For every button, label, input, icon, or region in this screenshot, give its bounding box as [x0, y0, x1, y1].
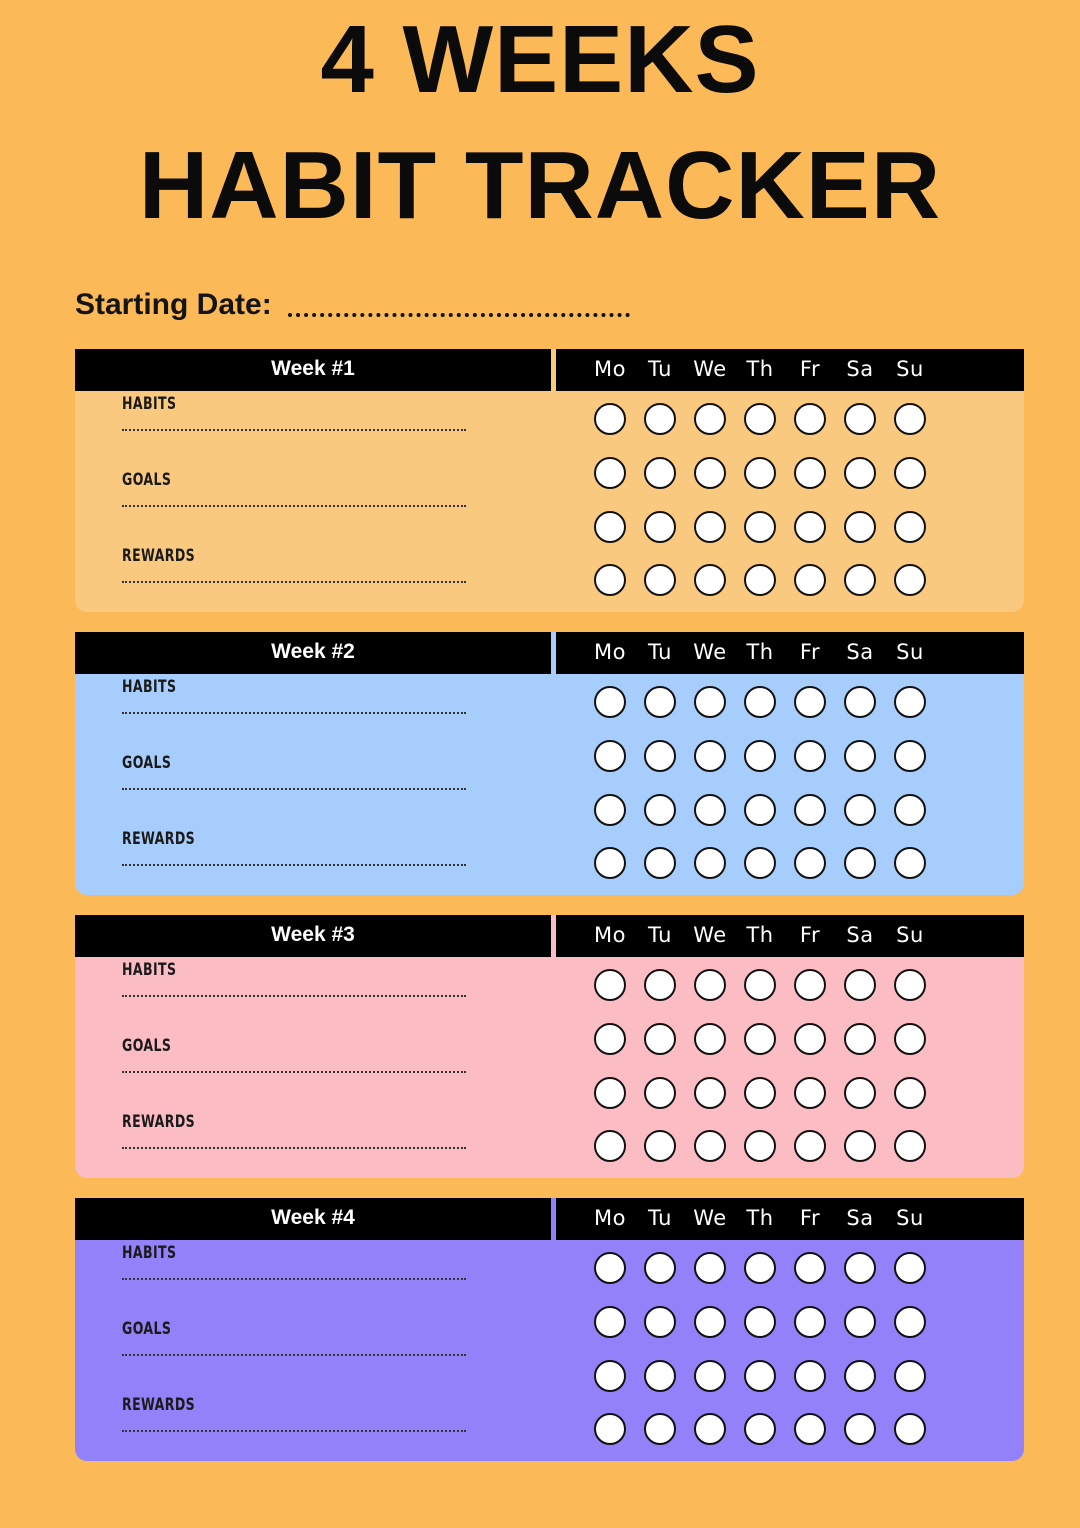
week-block-2: [75, 632, 1024, 895]
starting-date-label: Starting Date:: [75, 288, 272, 321]
day-label: Th: [746, 923, 774, 947]
day-checkbox-circle[interactable]: [644, 403, 676, 435]
day-checkbox-circle[interactable]: [894, 847, 926, 879]
write-in-line[interactable]: [122, 1430, 466, 1432]
write-in-line[interactable]: [122, 1071, 466, 1073]
day-checkbox-circle[interactable]: [844, 794, 876, 826]
day-checkbox-circle[interactable]: [894, 1306, 926, 1338]
day-checkbox-circle[interactable]: [844, 1077, 876, 1109]
day-checkbox-circle[interactable]: [894, 457, 926, 489]
day-checkbox-circle[interactable]: [744, 969, 776, 1001]
day-checkbox-circle[interactable]: [744, 403, 776, 435]
day-checkbox-circle[interactable]: [744, 1413, 776, 1445]
row-label-rewards: REWARDS: [122, 1395, 196, 1415]
day-checkbox-circle[interactable]: [694, 457, 726, 489]
day-checkbox-circle[interactable]: [894, 740, 926, 772]
day-label: Mo: [594, 923, 626, 947]
day-checkbox-circle[interactable]: [644, 740, 676, 772]
day-checkbox-circle[interactable]: [744, 686, 776, 718]
day-checkbox-circle[interactable]: [644, 1077, 676, 1109]
day-checkbox-circle[interactable]: [894, 1023, 926, 1055]
day-checkbox-circle[interactable]: [694, 1360, 726, 1392]
day-label: Tu: [648, 640, 672, 664]
day-checkbox-circle[interactable]: [694, 740, 726, 772]
day-checkbox-circle[interactable]: [594, 1252, 626, 1284]
day-label: Tu: [648, 923, 672, 947]
day-checkbox-circle[interactable]: [844, 457, 876, 489]
day-label: Th: [746, 640, 774, 664]
day-label: We: [693, 923, 727, 947]
day-checkbox-circle[interactable]: [644, 511, 676, 543]
day-checkbox-circle[interactable]: [794, 1306, 826, 1338]
day-label: Su: [896, 923, 924, 947]
day-checkbox-circle[interactable]: [694, 1023, 726, 1055]
row-label-habits: HABITS: [122, 960, 177, 980]
day-checkbox-circle[interactable]: [794, 1130, 826, 1162]
day-checkbox-circle[interactable]: [794, 1360, 826, 1392]
day-checkbox-circle[interactable]: [794, 564, 826, 596]
write-in-line[interactable]: [122, 995, 466, 997]
day-label: Fr: [799, 640, 821, 664]
write-in-line[interactable]: [122, 429, 466, 431]
day-checkbox-circle[interactable]: [594, 1130, 626, 1162]
day-label: We: [693, 640, 727, 664]
day-label: Fr: [799, 923, 821, 947]
day-checkbox-circle[interactable]: [894, 511, 926, 543]
row-label-goals: GOALS: [122, 1319, 172, 1339]
write-in-line[interactable]: [122, 788, 466, 790]
day-label: We: [693, 357, 727, 381]
day-checkbox-circle[interactable]: [844, 1023, 876, 1055]
day-checkbox-circle[interactable]: [794, 1077, 826, 1109]
row-label-goals: GOALS: [122, 753, 172, 773]
day-checkbox-circle[interactable]: [744, 457, 776, 489]
day-checkbox-circle[interactable]: [594, 1360, 626, 1392]
day-checkbox-circle[interactable]: [694, 686, 726, 718]
day-checkbox-circle[interactable]: [744, 1130, 776, 1162]
week-block-4: [75, 1198, 1024, 1461]
day-checkbox-circle[interactable]: [844, 1252, 876, 1284]
day-checkbox-circle[interactable]: [594, 686, 626, 718]
day-checkbox-circle[interactable]: [644, 1130, 676, 1162]
day-label: Sa: [846, 923, 874, 947]
day-checkbox-circle[interactable]: [894, 1252, 926, 1284]
day-checkbox-circle[interactable]: [744, 1077, 776, 1109]
day-checkbox-circle[interactable]: [594, 1413, 626, 1445]
write-in-line[interactable]: [122, 1278, 466, 1280]
day-label: Sa: [846, 640, 874, 664]
row-label-goals: GOALS: [122, 470, 172, 490]
day-checkbox-circle[interactable]: [794, 1413, 826, 1445]
day-checkbox-circle[interactable]: [594, 1023, 626, 1055]
day-checkbox-circle[interactable]: [594, 511, 626, 543]
day-label: Th: [746, 357, 774, 381]
day-checkbox-circle[interactable]: [744, 740, 776, 772]
day-checkbox-circle[interactable]: [844, 1130, 876, 1162]
day-checkbox-circle[interactable]: [894, 686, 926, 718]
write-in-line[interactable]: [122, 1147, 466, 1149]
day-checkbox-circle[interactable]: [694, 1252, 726, 1284]
day-checkbox-circle[interactable]: [694, 1413, 726, 1445]
day-checkbox-circle[interactable]: [594, 457, 626, 489]
day-checkbox-circle[interactable]: [694, 511, 726, 543]
week-block-3: [75, 915, 1024, 1178]
day-checkbox-circle[interactable]: [694, 847, 726, 879]
day-checkbox-circle[interactable]: [844, 511, 876, 543]
row-label-habits: HABITS: [122, 394, 177, 414]
day-checkbox-circle[interactable]: [644, 1306, 676, 1338]
row-label-habits: HABITS: [122, 1243, 177, 1263]
day-checkbox-circle[interactable]: [644, 1360, 676, 1392]
day-checkbox-circle[interactable]: [744, 1306, 776, 1338]
day-checkbox-circle[interactable]: [694, 794, 726, 826]
week-title: Week #1: [271, 357, 355, 380]
week-title: Week #2: [271, 640, 355, 663]
day-label: Mo: [594, 357, 626, 381]
row-label-rewards: REWARDS: [122, 546, 196, 566]
day-checkbox-circle[interactable]: [794, 794, 826, 826]
day-checkbox-circle[interactable]: [644, 1023, 676, 1055]
day-label: Sa: [846, 1206, 874, 1230]
day-checkbox-circle[interactable]: [794, 686, 826, 718]
day-label: Fr: [799, 357, 821, 381]
day-checkbox-circle[interactable]: [894, 794, 926, 826]
day-label: We: [693, 1206, 727, 1230]
day-checkbox-circle[interactable]: [744, 564, 776, 596]
day-label: Mo: [594, 1206, 626, 1230]
day-checkbox-circle[interactable]: [694, 564, 726, 596]
day-checkbox-circle[interactable]: [744, 1023, 776, 1055]
row-label-rewards: REWARDS: [122, 1112, 196, 1132]
day-checkbox-circle[interactable]: [894, 1077, 926, 1109]
day-label: Mo: [594, 640, 626, 664]
day-checkbox-circle[interactable]: [894, 1413, 926, 1445]
day-checkbox-circle[interactable]: [794, 403, 826, 435]
day-checkbox-circle[interactable]: [794, 740, 826, 772]
day-checkbox-circle[interactable]: [844, 403, 876, 435]
day-checkbox-circle[interactable]: [694, 1077, 726, 1109]
day-checkbox-circle[interactable]: [644, 1413, 676, 1445]
day-checkbox-circle[interactable]: [644, 1252, 676, 1284]
day-checkbox-circle[interactable]: [794, 457, 826, 489]
day-checkbox-circle[interactable]: [594, 403, 626, 435]
day-checkbox-circle[interactable]: [644, 969, 676, 1001]
day-checkbox-circle[interactable]: [894, 564, 926, 596]
day-checkbox-circle[interactable]: [694, 1130, 726, 1162]
day-label: Tu: [648, 357, 672, 381]
day-checkbox-circle[interactable]: [894, 1130, 926, 1162]
day-checkbox-circle[interactable]: [594, 564, 626, 596]
day-checkbox-circle[interactable]: [894, 969, 926, 1001]
day-checkbox-circle[interactable]: [844, 969, 876, 1001]
day-checkbox-circle[interactable]: [844, 740, 876, 772]
title-line-1: 4 WEEKS: [320, 6, 760, 113]
write-in-line[interactable]: [122, 505, 466, 507]
day-checkbox-circle[interactable]: [594, 740, 626, 772]
write-in-line[interactable]: [122, 712, 466, 714]
week-block-1: [75, 349, 1024, 612]
day-checkbox-circle[interactable]: [594, 847, 626, 879]
day-label: Su: [896, 1206, 924, 1230]
title-line-2: HABIT TRACKER: [138, 132, 942, 239]
day-checkbox-circle[interactable]: [644, 794, 676, 826]
day-checkbox-circle[interactable]: [794, 1023, 826, 1055]
day-label: Tu: [648, 1206, 672, 1230]
week-title: Week #4: [271, 1206, 355, 1229]
day-checkbox-circle[interactable]: [694, 1306, 726, 1338]
day-checkbox-circle[interactable]: [594, 1306, 626, 1338]
day-checkbox-circle[interactable]: [844, 1360, 876, 1392]
row-label-habits: HABITS: [122, 677, 177, 697]
day-label: Fr: [799, 1206, 821, 1230]
day-checkbox-circle[interactable]: [694, 969, 726, 1001]
day-checkbox-circle[interactable]: [744, 1360, 776, 1392]
write-in-line[interactable]: [122, 864, 466, 866]
day-label: Su: [896, 640, 924, 664]
day-checkbox-circle[interactable]: [844, 847, 876, 879]
day-label: Su: [896, 357, 924, 381]
day-checkbox-circle[interactable]: [694, 403, 726, 435]
day-checkbox-circle[interactable]: [594, 794, 626, 826]
day-label: Sa: [846, 357, 874, 381]
row-label-rewards: REWARDS: [122, 829, 196, 849]
day-checkbox-circle[interactable]: [894, 403, 926, 435]
day-checkbox-circle[interactable]: [744, 1252, 776, 1284]
day-checkbox-circle[interactable]: [644, 564, 676, 596]
write-in-line[interactable]: [122, 1354, 466, 1356]
day-checkbox-circle[interactable]: [794, 969, 826, 1001]
day-checkbox-circle[interactable]: [844, 564, 876, 596]
day-checkbox-circle[interactable]: [644, 686, 676, 718]
day-checkbox-circle[interactable]: [844, 1306, 876, 1338]
write-in-line[interactable]: [122, 581, 466, 583]
day-checkbox-circle[interactable]: [794, 1252, 826, 1284]
day-checkbox-circle[interactable]: [744, 511, 776, 543]
day-checkbox-circle[interactable]: [644, 457, 676, 489]
day-checkbox-circle[interactable]: [794, 511, 826, 543]
day-checkbox-circle[interactable]: [644, 847, 676, 879]
day-checkbox-circle[interactable]: [744, 847, 776, 879]
day-checkbox-circle[interactable]: [844, 686, 876, 718]
day-label: Th: [746, 1206, 774, 1230]
day-checkbox-circle[interactable]: [794, 847, 826, 879]
day-checkbox-circle[interactable]: [894, 1360, 926, 1392]
row-label-goals: GOALS: [122, 1036, 172, 1056]
day-checkbox-circle[interactable]: [594, 1077, 626, 1109]
week-title: Week #3: [271, 923, 355, 946]
day-checkbox-circle[interactable]: [744, 794, 776, 826]
day-checkbox-circle[interactable]: [844, 1413, 876, 1445]
starting-date-field[interactable]: [288, 313, 630, 317]
day-checkbox-circle[interactable]: [594, 969, 626, 1001]
